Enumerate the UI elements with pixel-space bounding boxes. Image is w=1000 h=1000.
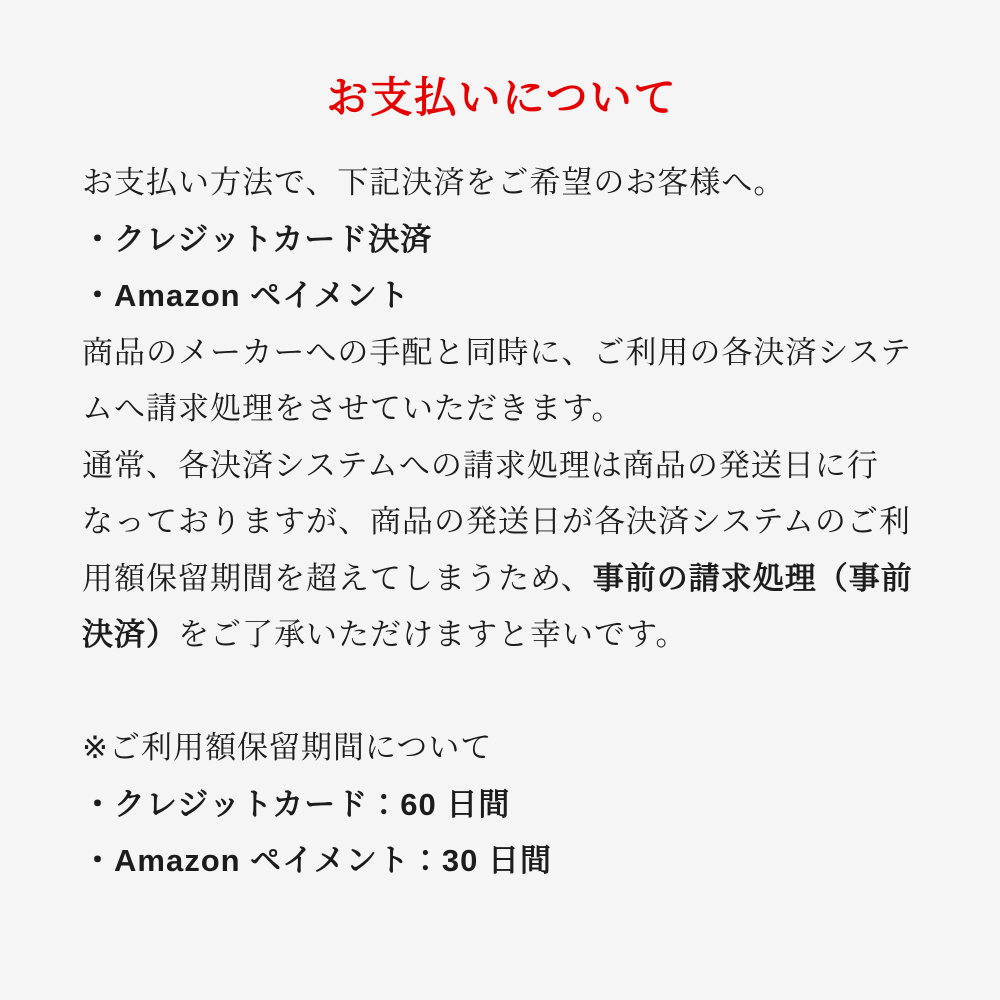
- text-segment: 決済）: [82, 617, 178, 652]
- text-segment: 通常、各決済システムへの請求処理は商品の発送日に行: [82, 447, 879, 483]
- timing-para-line-1: [82, 438, 922, 495]
- text-segment: をご了承いただけますと幸いです。: [178, 617, 688, 652]
- text-segment: 用額保留期間を超えてしまうため、: [82, 560, 593, 596]
- text-segment: ・クレジットカード：60 日間: [82, 786, 511, 822]
- text-segment: ・Amazon ペイメント: [82, 278, 410, 313]
- text-segment: ・クレジットカード決済: [82, 221, 433, 257]
- text-segment: お支払い方法で、下記決済をご希望のお客様へ。: [82, 165, 786, 200]
- body-text: [82, 155, 922, 890]
- text-segment: ・Amazon ペイメント：30 日間: [82, 843, 552, 878]
- page-title: お支払いについて: [326, 74, 678, 121]
- text-segment: なっておりますが、商品の発送日が各決済システムのご利: [82, 504, 911, 539]
- bullet-amazon-hold-period: [82, 833, 922, 890]
- bullet-credit-card-payment: [82, 212, 922, 269]
- bullet-credit-card-hold-period: [82, 777, 922, 834]
- text-segment: ムへ請求処理をさせていただきます。: [82, 391, 624, 426]
- paragraph-spacer: [82, 664, 922, 721]
- billing-para-line-2: [82, 381, 922, 438]
- text-segment: 事前の請求処理（事前: [592, 560, 913, 596]
- timing-para-line-2: [82, 494, 922, 551]
- timing-para-line-3: [82, 551, 922, 608]
- bullet-amazon-payment: [82, 268, 922, 325]
- text-segment: 商品のメーカーへの手配と同時に、ご利用の各決済システ: [82, 334, 912, 370]
- intro-line: [82, 155, 922, 212]
- text-segment: ※ご利用額保留期間について: [82, 730, 493, 765]
- billing-para-line-1: [82, 325, 922, 382]
- hold-period-note-heading: [82, 720, 922, 777]
- timing-para-line-4: [82, 607, 922, 664]
